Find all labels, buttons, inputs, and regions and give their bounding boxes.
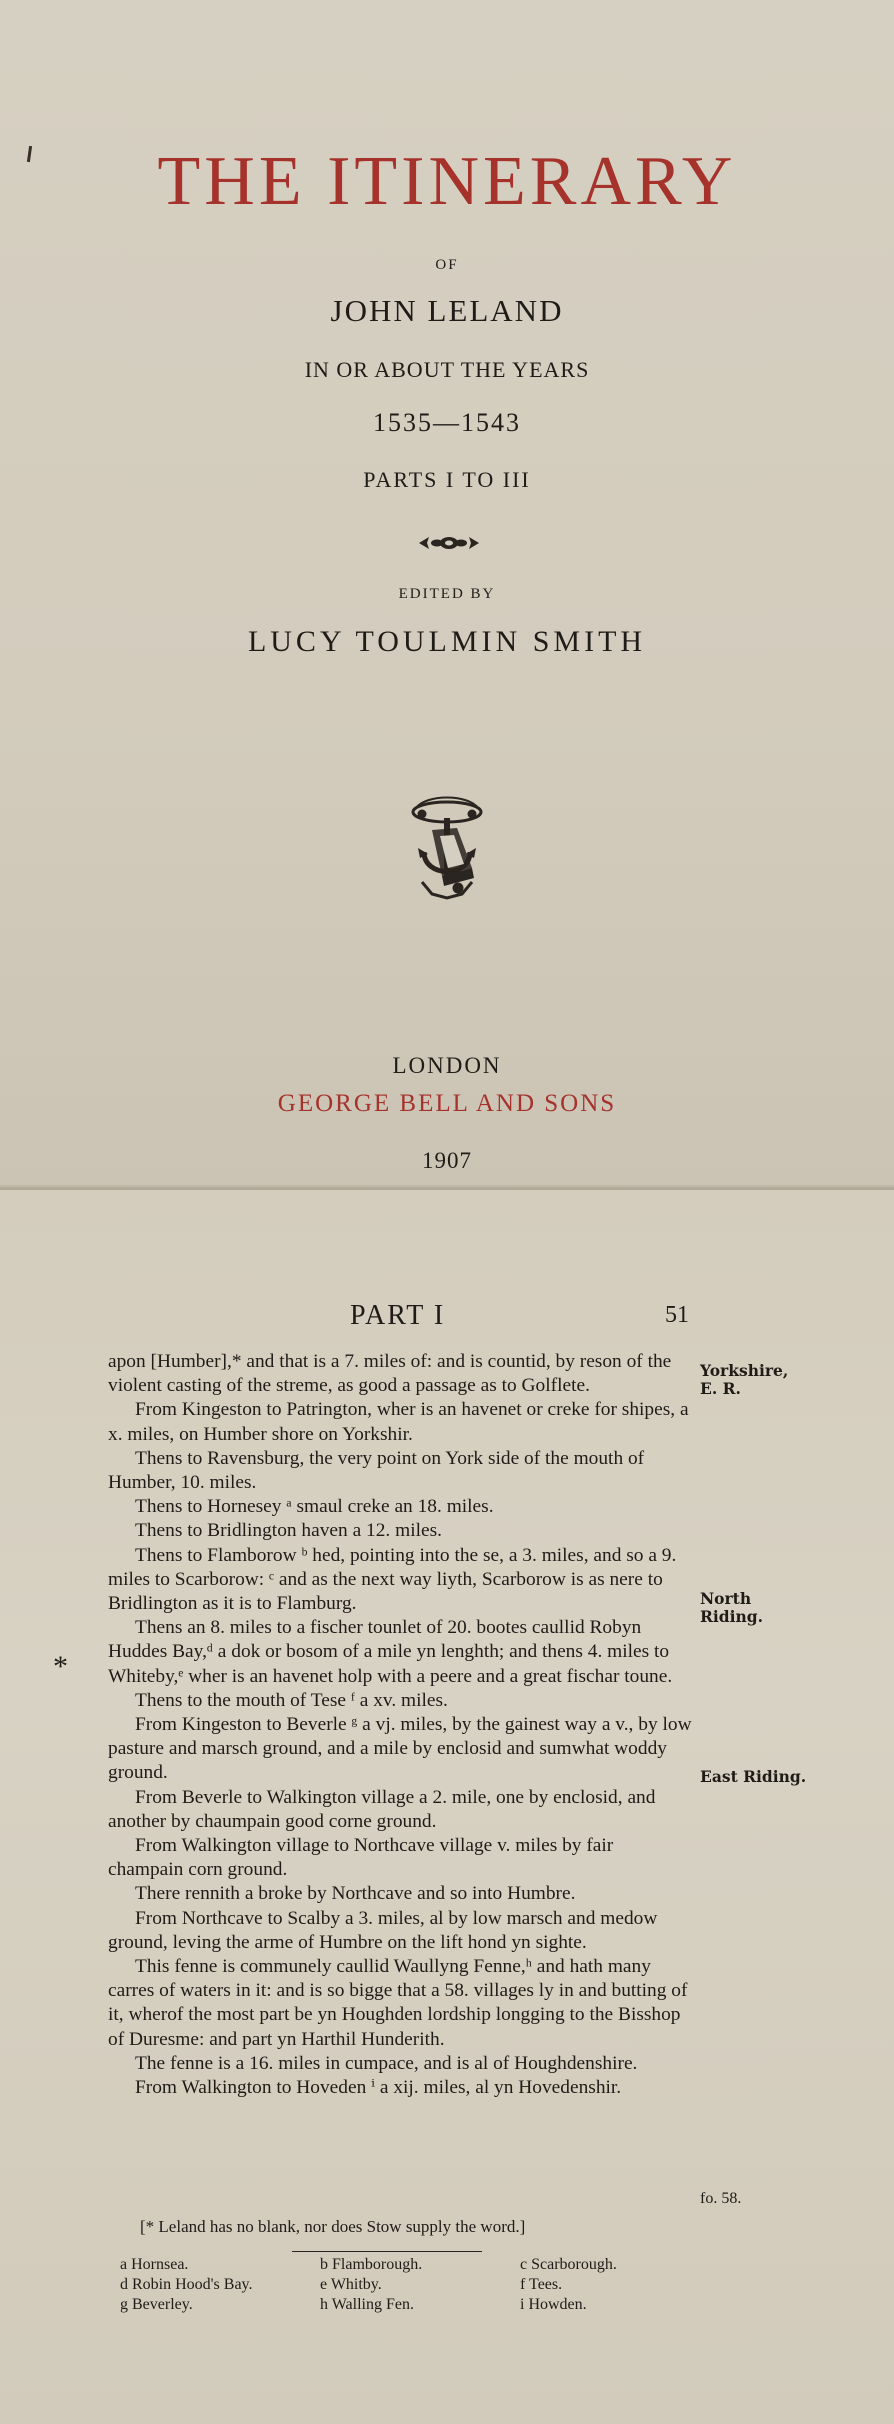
footnote: a Hornsea. — [120, 2256, 189, 2273]
footnotes — [120, 2255, 720, 2315]
edited-by-label: EDITED BY — [398, 586, 496, 602]
margin-note-yorkshire: Yorkshire, E. R. — [700, 1361, 789, 1398]
paragraph: From Kingeston to Beverle ᵍ a vj. miles, by the gainest way a v., by low pasture and marsch ground, and a mile by enclosid and sumwhat woddy ground. — [108, 1714, 692, 1784]
years-intro: IN OR ABOUT THE YEARS — [304, 357, 590, 382]
title-page — [0, 0, 894, 1190]
title-of: OF — [435, 257, 459, 273]
paragraph: Thens to Bridlington haven a 12. miles. — [135, 1520, 442, 1542]
margin-note-north-riding: North Riding. — [700, 1589, 763, 1626]
running-head-title: PART I — [350, 1300, 446, 1331]
paragraph: The fenne is a 16. miles in cumpace, and is al of Houghdenshire. — [135, 2052, 638, 2074]
paragraph: From Walkington village to Northcave village v. miles by fair champain corn ground. — [108, 1835, 614, 1881]
paragraph: Thens to Hornesey ᵃ smaul creke an 18. miles. — [135, 1496, 494, 1518]
fleuron-ornament-icon — [417, 532, 481, 554]
text-page — [0, 1190, 894, 2424]
book-title: THE ITINERARY — [157, 143, 737, 220]
margin-note-east-riding: East Riding. — [700, 1767, 807, 1786]
publication-year: 1907 — [422, 1148, 472, 1173]
paragraph: There rennith a broke by Northcave and so into Humbre. — [135, 1883, 576, 1905]
author-name: JOHN LELAND — [330, 293, 564, 328]
paragraph: Thens to Flamborow ᵇ hed, pointing into the se, a 3. miles, and so a 9. miles to Scarborow: ᶜ and as the next way liyth, Scarborow is as nere to Bridlington as it is to Flamburg. — [108, 1544, 677, 1615]
publication-city: LONDON — [392, 1053, 502, 1078]
footnote: d Robin Hood's Bay. — [120, 2276, 253, 2293]
footnote-row — [120, 2255, 720, 2275]
footnote: f Tees. — [520, 2276, 563, 2293]
paragraph: From Walkington to Hoveden ⁱ a xij. miles, al yn Hovedenshir. — [135, 2077, 622, 2099]
star-mark: * — [53, 1650, 68, 1683]
publisher-name: GEORGE BELL AND SONS — [277, 1090, 617, 1117]
editor-name: LUCY TOULMIN SMITH — [247, 625, 647, 658]
footnote: b Flamborough. — [320, 2256, 423, 2273]
paragraph: From Kingeston to Patrington, wher is an havenet or creke for shipes, a x. miles, on Humber shore on Yorkshir. — [108, 1399, 689, 1445]
paragraph: From Northcave to Scalby a 3. miles, al by low marsch and medow ground, leving the arme of Humbre on the lift hond yn sighte. — [108, 1907, 658, 1953]
footnote: h Walling Fen. — [320, 2296, 414, 2313]
paragraph: Thens to the mouth of Tese ᶠ a xv. miles. — [135, 1689, 448, 1711]
footnote-row — [120, 2275, 720, 2295]
anchor-bell-device-icon — [402, 790, 492, 910]
paragraph: This fenne is communely caullid Waullyng Fenne,ʰ and hath many carres of waters in it: and is so bigge that a 58. villages ly in and butting of it, wherof the most part be yn Houghden lordship longging to the Bisshop of Duresme: and part yn Harthil Hunderith. — [108, 1956, 688, 2050]
parts-label: PARTS I TO III — [363, 467, 531, 492]
margin-note-folio: fo. 58. — [700, 2190, 742, 2207]
body-text — [108, 1350, 693, 2100]
paragraph: From Beverle to Walkington village a 2. mile, one by enclosid, and another by chaumpain good corne ground. — [108, 1786, 656, 1832]
footnote: i Howden. — [520, 2296, 587, 2313]
footnote: c Scarborough. — [520, 2256, 617, 2273]
footnote-rule — [292, 2251, 482, 2252]
page-number: 51 — [665, 1302, 689, 1328]
running-head — [0, 1300, 894, 1334]
footnote: g Beverley. — [120, 2296, 193, 2313]
paragraph: Thens an 8. miles to a fischer tounlet of 20. bootes caullid Robyn Huddes Bay,ᵈ a dok or bosom of a mile yn lenghth; and thens 4. miles to Whiteby,ᵉ wher is an havenet holp with a peere and a great fischar toune. — [108, 1617, 673, 1687]
paragraph: Thens to Ravensburg, the very point on York side of the mouth of Humber, 10. miles. — [108, 1447, 645, 1494]
years-range: 1535—1543 — [373, 408, 521, 437]
footnote: e Whitby. — [320, 2276, 382, 2293]
footnote-row — [120, 2295, 720, 2315]
paragraph: apon [Humber],* and that is a 7. miles of: and is countid, by reson of the violent casting of the streme, as good a passage as to Golflete. — [108, 1351, 672, 1397]
editorial-note: [* Leland has no blank, nor does Stow supply the word.] — [140, 2217, 526, 2236]
